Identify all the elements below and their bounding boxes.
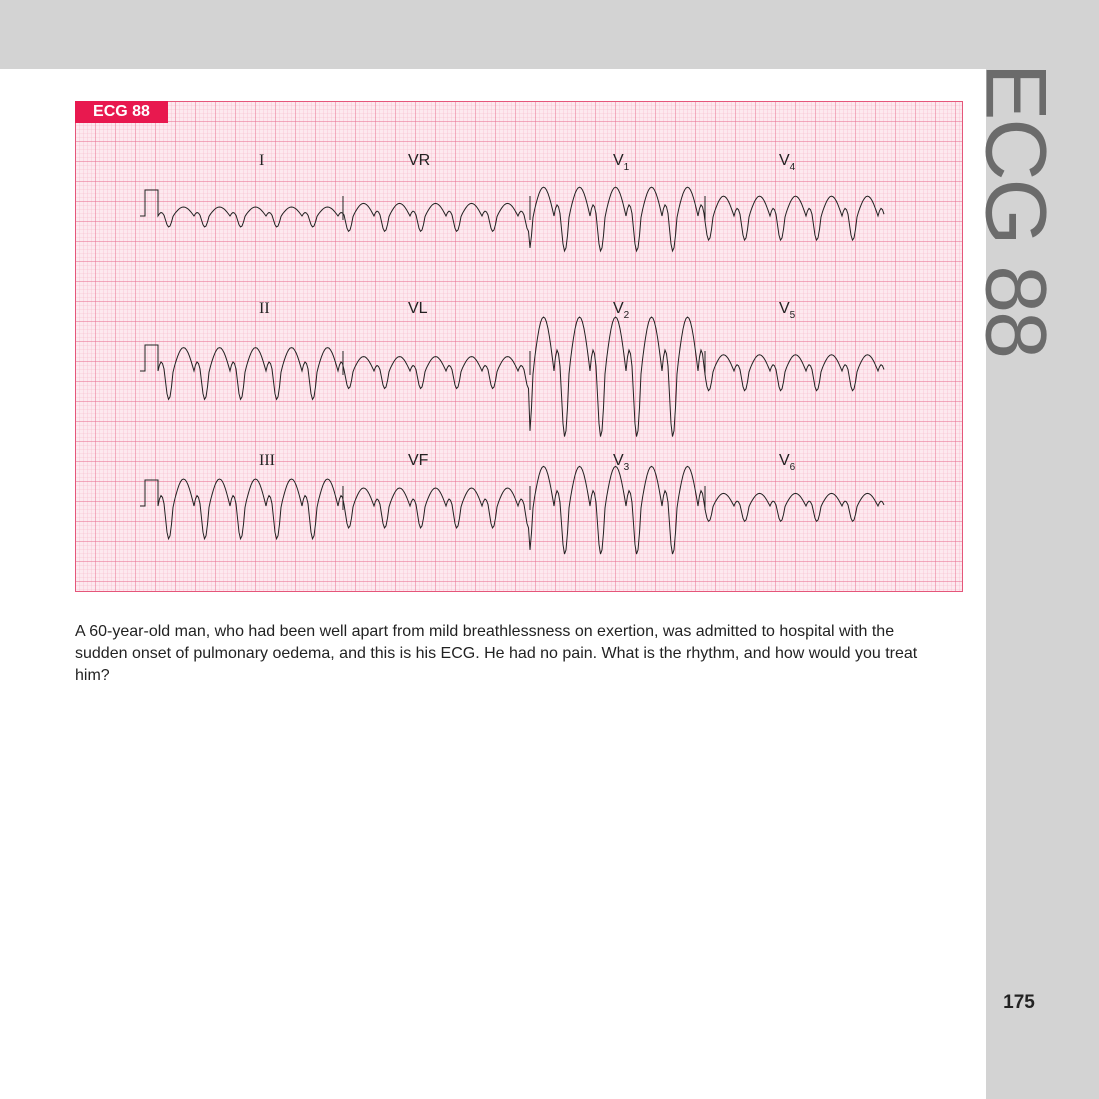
question-text: A 60-year-old man, who had been well apart from mild breathlessness on exertion, was admitted to hospital with the sudden onset of pulmonary oedema, and this is his ECG. He had no pain. What is the rhythm, and how would you treat him? xyxy=(75,623,918,684)
lead-label: VF xyxy=(408,452,429,469)
lead-label: VL xyxy=(408,300,428,317)
lead-label: $V_4$ xyxy=(779,152,796,173)
top-band xyxy=(0,0,1099,69)
lead-label: I xyxy=(259,152,265,169)
side-title: ECG 88 xyxy=(967,63,1064,357)
lead-subscript: 4 xyxy=(789,162,796,173)
lead-label: $V_1$ xyxy=(613,152,630,173)
ecg-grid xyxy=(75,101,963,592)
lead-label: VR xyxy=(408,152,431,169)
lead-label: $V_6$ xyxy=(779,452,796,473)
lead-subscript: 3 xyxy=(623,462,630,473)
ecg-tag: ECG 88 xyxy=(75,101,168,123)
lead-subscript: 1 xyxy=(623,162,630,173)
lead-label: $V_2$ xyxy=(613,300,630,321)
ecg-figure xyxy=(75,101,963,592)
lead-label: $V_3$ xyxy=(613,452,630,473)
lead-label: $V_5$ xyxy=(779,300,796,321)
lead-subscript: 6 xyxy=(789,462,796,473)
lead-subscript: 2 xyxy=(623,310,630,321)
lead-label: II xyxy=(259,300,270,317)
lead-label: III xyxy=(259,452,275,469)
lead-subscript: 5 xyxy=(789,310,796,321)
page-number: 175 xyxy=(1003,992,1035,1013)
